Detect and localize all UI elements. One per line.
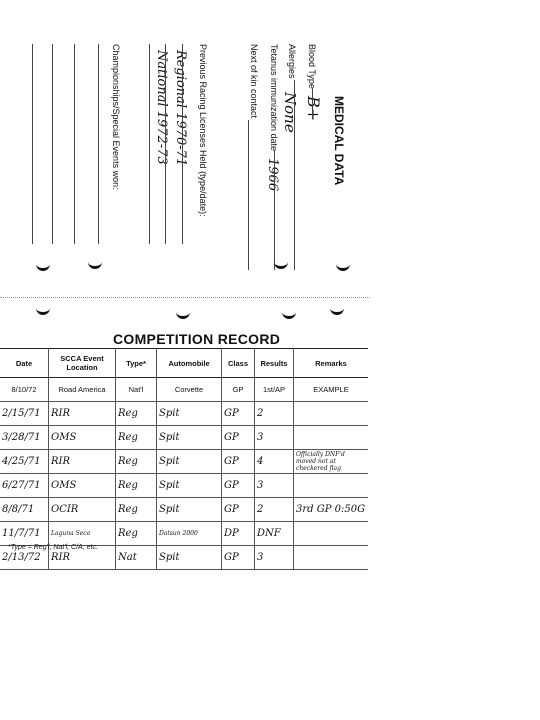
- blood-type-label: Blood Type: [307, 44, 317, 89]
- tetanus-value: 1966: [265, 158, 280, 192]
- competition-table: [0, 348, 368, 570]
- cell: 3: [255, 474, 294, 498]
- allergies-label: Allergies: [287, 44, 297, 79]
- tetanus-line: [274, 150, 275, 270]
- cell: 8/8/71: [0, 498, 49, 522]
- cell: [294, 426, 369, 450]
- col-results: Results: [255, 349, 294, 378]
- cell: 3: [255, 426, 294, 450]
- allergies-line: [294, 80, 295, 270]
- fold-mark: [274, 260, 288, 269]
- fold-edge: [0, 297, 370, 298]
- cell: 4/25/71: [0, 450, 49, 474]
- table-row: [0, 522, 368, 546]
- license-line-2: [165, 44, 166, 244]
- cell: RIR: [49, 402, 116, 426]
- cell: Spit: [157, 546, 222, 570]
- cell: Reg: [116, 402, 157, 426]
- col-date: Date: [0, 349, 49, 378]
- cell: DP: [222, 522, 255, 546]
- cell: RIR: [49, 546, 116, 570]
- fold-mark: [282, 310, 296, 319]
- cell: GP: [222, 426, 255, 450]
- cell: Datsun 2000: [157, 522, 222, 546]
- cell: Road America: [49, 378, 116, 402]
- cell: OMS: [49, 474, 116, 498]
- cell: Spit: [157, 426, 222, 450]
- table-row: [0, 450, 368, 474]
- fold-mark: [88, 260, 102, 269]
- cell: Laguna Seca: [49, 522, 116, 546]
- footnote: *Type = Reg'l, Nat'l, C/A, etc.: [8, 544, 98, 551]
- cell: Reg: [116, 498, 157, 522]
- license-1: Regional 1970-71: [173, 50, 188, 167]
- license-line-3: [149, 44, 150, 244]
- cell: Reg: [116, 426, 157, 450]
- cell: 2: [255, 402, 294, 426]
- cell: 8/10/72: [0, 378, 49, 402]
- blood-type-value: B+: [304, 96, 323, 122]
- cell: 3: [255, 546, 294, 570]
- cell: GP: [222, 498, 255, 522]
- cell: [294, 402, 369, 426]
- fold-mark: [36, 262, 50, 271]
- champ-line-4: [32, 44, 33, 244]
- license-2: National 1972-73: [154, 50, 169, 165]
- cell: 3rd GP 0:50G: [296, 504, 366, 515]
- medical-title: MEDICAL DATA: [332, 96, 346, 186]
- blood-line: [312, 88, 313, 118]
- licenses-label: Previous Racing Licenses Held (type/date):: [198, 44, 208, 217]
- tetanus-label: Tetanus immunization date: [269, 44, 279, 152]
- table-row: [0, 498, 368, 522]
- championships-label: Championships/Special Events won:: [111, 44, 121, 190]
- cell: 1st/AP: [255, 378, 294, 402]
- cell: DNF: [255, 522, 294, 546]
- col-class: Class: [222, 349, 255, 378]
- kin-line: [248, 120, 249, 270]
- next-of-kin-label: Next of kin contact: [249, 44, 259, 119]
- champ-line-1: [98, 44, 99, 244]
- table-row: [0, 402, 368, 426]
- cell: Spit: [157, 450, 222, 474]
- cell: RIR: [49, 450, 116, 474]
- cell: Nat'l: [116, 378, 157, 402]
- cell: Reg: [116, 450, 157, 474]
- cell: [294, 522, 369, 546]
- col-remarks: Remarks: [294, 349, 369, 378]
- fold-mark: [330, 306, 344, 315]
- cell: [294, 546, 369, 570]
- cell: 3/28/71: [0, 426, 49, 450]
- allergies-value: None: [281, 92, 299, 133]
- cell: GP: [222, 474, 255, 498]
- cell: Officially DNF'd moved not at checkered flag: [296, 451, 345, 472]
- table-row: [0, 426, 368, 450]
- fold-mark: [176, 310, 190, 319]
- cell: 2/15/71: [0, 402, 49, 426]
- cell: Spit: [157, 498, 222, 522]
- cell: 2/13/72: [0, 546, 49, 570]
- col-location: SCCA Event Location: [49, 349, 116, 378]
- license-line-1: [182, 44, 183, 244]
- cell: 2: [255, 498, 294, 522]
- champ-line-3: [52, 44, 53, 244]
- cell: OMS: [49, 426, 116, 450]
- example-row: [0, 378, 368, 402]
- cell: GP: [222, 402, 255, 426]
- competition-title: COMPETITION RECORD: [113, 331, 281, 347]
- champ-line-2: [74, 44, 75, 244]
- cell: Spit: [157, 402, 222, 426]
- col-automobile: Automobile: [157, 349, 222, 378]
- col-type: Type*: [116, 349, 157, 378]
- cell: 6/27/71: [0, 474, 49, 498]
- cell: Corvette: [157, 378, 222, 402]
- cell: GP: [222, 450, 255, 474]
- cell: GP: [222, 546, 255, 570]
- cell: GP: [222, 378, 255, 402]
- cell: Reg: [116, 474, 157, 498]
- fold-mark: [336, 262, 350, 271]
- cell: Reg: [116, 522, 157, 546]
- cell: [294, 474, 369, 498]
- cell: OCIR: [49, 498, 116, 522]
- cell: 4: [255, 450, 294, 474]
- fold-mark: [36, 306, 50, 315]
- table-row: [0, 474, 368, 498]
- cell: Spit: [157, 474, 222, 498]
- cell: Nat: [116, 546, 157, 570]
- cell: 11/7/71: [0, 522, 49, 546]
- cell: EXAMPLE: [313, 385, 349, 394]
